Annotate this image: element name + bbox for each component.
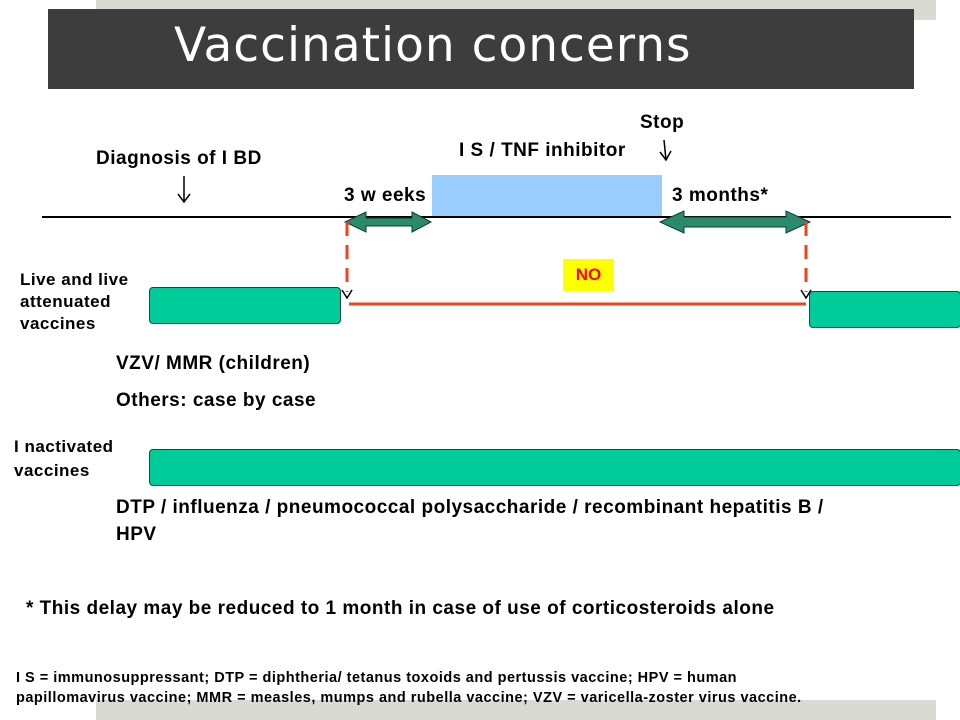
slide-title: Vaccination concerns xyxy=(174,18,692,73)
live-vaccines-label-1: Live and live xyxy=(20,270,129,289)
inactivated-vaccines-label-1: I nactivated xyxy=(14,437,114,456)
live-vaccine-example-1: VZV/ MMR (children) xyxy=(116,353,311,374)
diagnosis-label: Diagnosis of I BD xyxy=(96,148,262,169)
live-vaccine-example-2: Others: case by case xyxy=(116,390,317,411)
inactivated-vaccine-examples-2: HPV xyxy=(116,524,157,545)
after-delay-label: 3 months* xyxy=(672,185,769,206)
inactivated-vaccine-allowed-box xyxy=(149,449,960,486)
live-vaccines-label-3: vaccines xyxy=(20,314,96,333)
abbreviations-line-2: papillomavirus vaccine; MMR = measles, mumps and rubella vaccine; VZV = varicella-zoster virus vaccine. xyxy=(16,690,802,706)
inactivated-vaccine-examples-1: DTP / influenza / pneumococcal polysaccharide / recombinant hepatitis B / xyxy=(116,497,824,518)
live-vaccines-label-2: attenuated xyxy=(20,292,111,311)
stop-down-arrow-icon xyxy=(660,140,671,160)
no-period-arrowheads xyxy=(342,290,811,298)
live-vaccine-allowed-after-box xyxy=(809,291,960,328)
three-weeks-double-arrow-icon xyxy=(345,212,431,232)
no-vaccination-badge: NO xyxy=(563,259,614,291)
treatment-label: I S / TNF inhibitor xyxy=(459,140,626,161)
diagnosis-down-arrow-icon xyxy=(178,176,190,202)
inactivated-vaccines-label-2: vaccines xyxy=(14,461,90,480)
live-vaccine-allowed-before-box xyxy=(149,287,341,324)
before-delay-label: 3 w eeks xyxy=(344,185,427,206)
three-months-double-arrow-icon xyxy=(660,211,810,233)
delay-footnote: * This delay may be reduced to 1 month in case of use of corticosteroids alone xyxy=(26,598,775,619)
no-period-dashed-lines xyxy=(347,222,806,292)
stop-label: Stop xyxy=(640,112,685,133)
abbreviations-line-1: I S = immunosuppressant; DTP = diphtheria/ tetanus toxoids and pertussis vaccine; HPV = human xyxy=(16,670,738,686)
